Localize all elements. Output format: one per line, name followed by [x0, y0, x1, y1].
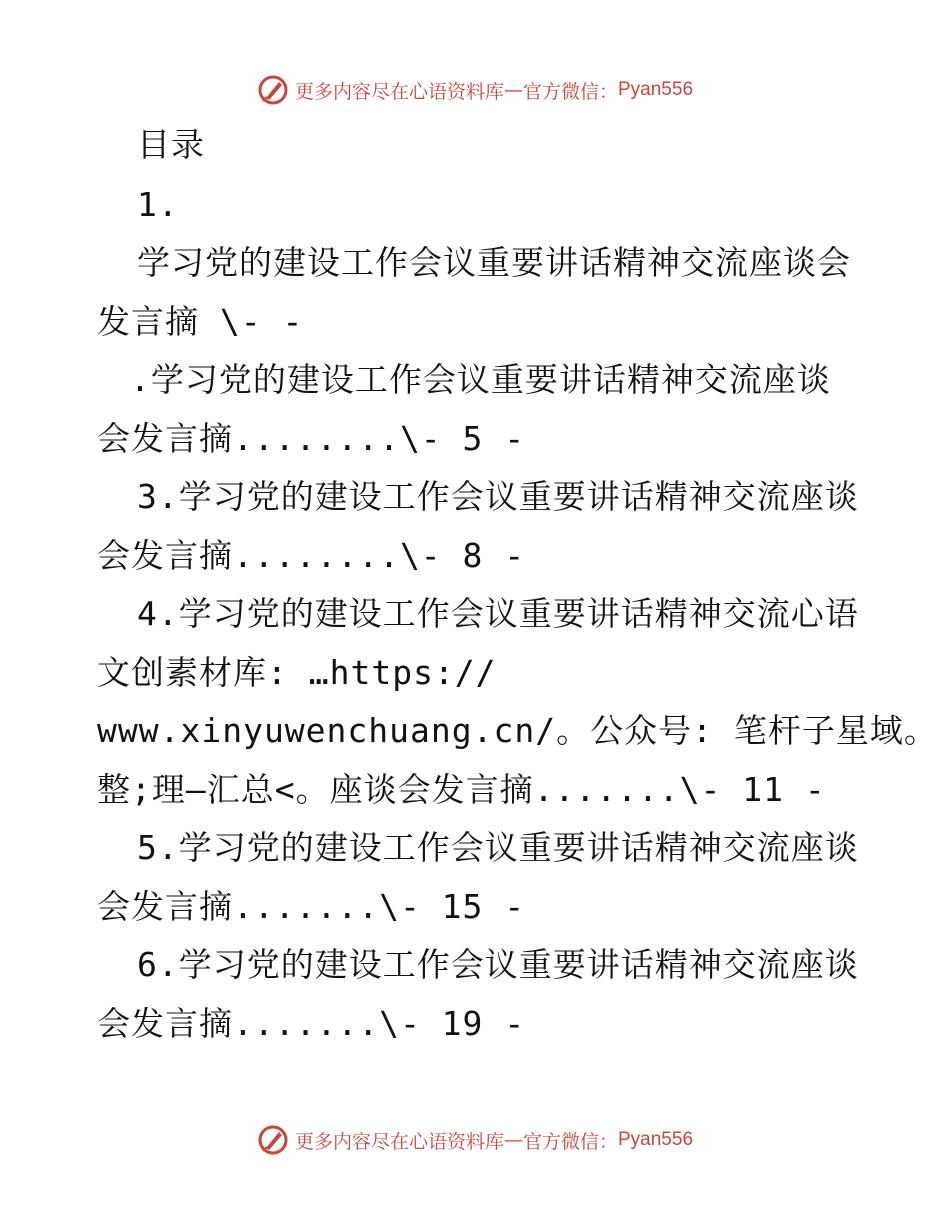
toc-line: 会发言摘........\- 5 - — [97, 419, 526, 458]
toc-line: 文创素材库: …https:// — [97, 653, 497, 692]
banner-wechat-id: Pyan556 — [618, 79, 694, 100]
banner-wechat-label: 官方微信： — [522, 1130, 618, 1153]
toc-line: www.xinyuwenchuang.cn/。公众号: 笔杆子星域。 — [97, 711, 938, 750]
toc-line: 会发言摘.......\- 15 - — [97, 887, 526, 926]
toc-heading: 目录 — [137, 125, 205, 164]
banner-main-text: 更多内容尽在心语资料库 — [294, 1130, 504, 1153]
header-banner — [0, 70, 950, 110]
toc-line: 3.学习党的建设工作会议重要讲话精神交流座谈 — [137, 477, 859, 516]
banner-wechat-id: Pyan556 — [618, 1129, 694, 1150]
banner-main-text: 更多内容尽在心语资料库 — [294, 80, 504, 103]
toc-line: 会发言摘........\- 8 - — [97, 536, 526, 575]
footer-banner — [0, 1120, 950, 1160]
feather-pen-logo — [257, 74, 289, 106]
toc-line: 1. — [137, 185, 179, 224]
toc-line: 4.学习党的建设工作会议重要讲话精神交流心语 — [137, 594, 859, 633]
toc-line: .学习党的建设工作会议重要讲话精神交流座谈 — [130, 360, 831, 399]
toc-line: 会发言摘.......\- 19 - — [97, 1004, 526, 1043]
banner-separator: — — [503, 79, 523, 101]
banner-wechat-label: 官方微信： — [522, 80, 618, 103]
toc-line: 6.学习党的建设工作会议重要讲话精神交流座谈 — [137, 945, 859, 984]
banner-separator: — — [503, 1129, 523, 1151]
feather-pen-logo — [257, 1124, 289, 1156]
toc-line: 整;理—汇总<。座谈会发言摘.......\- 11 - — [97, 770, 826, 809]
toc-line: 5.学习党的建设工作会议重要讲话精神交流座谈 — [137, 828, 859, 867]
toc-line: 学习党的建设工作会议重要讲话精神交流座谈会 — [137, 243, 851, 282]
toc-line: 发言摘 \- - — [97, 302, 304, 341]
